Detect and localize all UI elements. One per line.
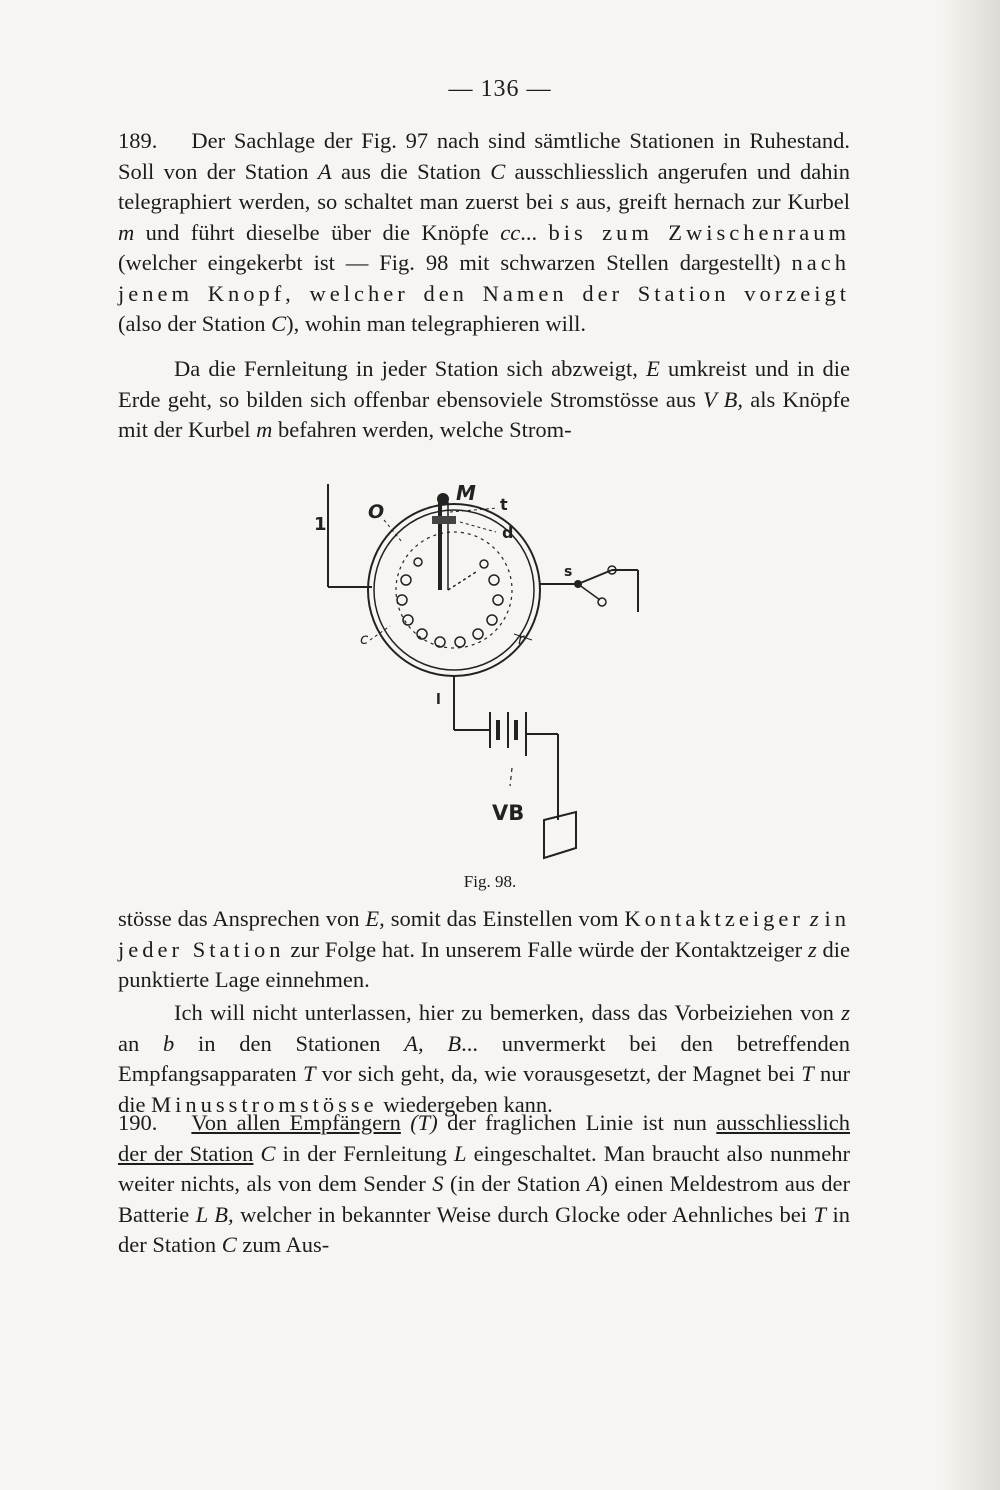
label-d: d: [502, 523, 514, 542]
variable: s: [560, 189, 569, 214]
spaced-emphasis: Minusstromstösse: [151, 1091, 378, 1117]
text: an: [118, 1030, 163, 1056]
text: in der Station: [118, 1201, 850, 1257]
variable: m: [118, 219, 135, 245]
section-number: 189.: [118, 128, 158, 153]
variable: T: [813, 1201, 827, 1227]
label-m: M: [456, 481, 476, 505]
variable: T: [801, 1061, 814, 1086]
text: (welcher eingekerbt ist — Fig. 98 mit schwarzen Stellen dargestellt): [118, 250, 792, 275]
text: vor sich geht, da, wie vorausgesetzt, der Magnet bei: [315, 1061, 802, 1086]
text: zum Aus-: [236, 1232, 330, 1257]
figure-caption: Fig. 98.: [463, 872, 517, 891]
variable: C: [221, 1232, 237, 1257]
text: ) einen Meldestrom aus der Batterie: [118, 1171, 850, 1227]
text: ausschliesslich angerufen und dahin telegraphiert werden, so schaltet man zuerst bei: [118, 158, 850, 214]
text: Da die Fernleitung in jeder Station sich abzweigt,: [174, 356, 647, 381]
variable: C: [260, 1140, 276, 1166]
text: umkreist und in die Erde geht, so bilden sich offenbar ebensoviele Stromstösse aus: [118, 356, 850, 412]
variable: S: [432, 1171, 444, 1196]
spaced-emphasis: bis zum Zwischenraum: [548, 219, 851, 245]
variable: m: [256, 417, 273, 442]
variable: E,: [365, 906, 385, 931]
text: in der Fernleitung: [275, 1140, 454, 1166]
figure-98: [300, 472, 680, 872]
paragraph-continuation: [118, 904, 850, 996]
variable: V B,: [703, 386, 744, 412]
label-vb: VB: [492, 801, 525, 825]
variable: L B,: [195, 1201, 234, 1227]
text: befahren werden, welche Strom-: [272, 417, 572, 442]
variable: A, B: [404, 1030, 462, 1056]
text: [401, 1110, 410, 1135]
variable: L: [453, 1140, 467, 1166]
text: stösse das Ansprechen von: [118, 906, 366, 931]
text: ...: [520, 219, 549, 245]
text: ), wohin man telegraphieren will.: [286, 311, 587, 336]
label-o: O: [368, 501, 385, 523]
variable: T: [302, 1061, 316, 1086]
variable: cc: [500, 219, 521, 245]
text: Der Sachlage der Fig. 97 nach sind sämtliche Stationen in Ruhestand. Soll von der Station: [118, 128, 850, 184]
spaced-emphasis: in jeder Station: [118, 906, 851, 962]
text: aus, greift hernach zur Kurbel: [568, 189, 850, 214]
text: ... unvermerkt bei den betreffenden Empfangsapparaten: [118, 1030, 850, 1086]
text: welcher in bekannter Weise durch Glocke oder Aehnliches bei: [233, 1201, 814, 1227]
text: wiedergeben kann.: [377, 1091, 553, 1117]
text: [253, 1141, 260, 1166]
text: in den Stationen: [174, 1030, 405, 1056]
text: aus die Station: [331, 158, 491, 184]
variable: z: [807, 936, 817, 962]
paragraph-bemerken: [118, 998, 850, 1120]
text: zur Folge hat. In unserem Falle würde der Kontaktzeiger: [284, 936, 808, 962]
text: Ich will nicht unterlassen, hier zu bemerken, dass das Vorbeiziehen von: [174, 1000, 842, 1025]
underlined-text: ausschliesslich der der Station: [118, 1110, 851, 1166]
text: als Knöpfe mit der Kurbel: [118, 386, 850, 442]
label-r: r: [518, 630, 525, 648]
variable: C: [490, 158, 506, 184]
section-number: 190.: [118, 1110, 158, 1135]
page-number: — 136 —: [448, 76, 552, 102]
page-shadow: [940, 0, 1000, 1490]
underlined-text: Von allen Empfängern: [191, 1110, 401, 1135]
text: die punktierte Lage einnehmen.: [118, 936, 850, 992]
variable: z: [841, 1000, 850, 1025]
label-s: s: [564, 564, 573, 580]
text: (in der Station: [443, 1171, 587, 1196]
text: der fraglichen Linie ist nun: [437, 1110, 717, 1135]
label-one: 1: [314, 514, 327, 535]
variable: E: [646, 356, 660, 381]
variable: b: [163, 1030, 175, 1056]
label-c: c: [360, 630, 369, 648]
text: eingeschaltet. Man braucht also nunmehr weiter nichts, als von dem Sender: [118, 1140, 850, 1196]
circuit-diagram: [300, 472, 680, 872]
spaced-emphasis: Kontaktzeiger: [624, 906, 804, 931]
text: und führt dieselbe über die Knöpfe: [134, 219, 501, 245]
label-t: t: [500, 495, 508, 514]
variable: (T): [410, 1110, 438, 1135]
paragraph-190: [118, 1108, 850, 1261]
text: somit das Einstellen vom: [384, 906, 625, 931]
paragraph-fernleitung: [118, 354, 850, 446]
paragraph-189: [118, 126, 850, 340]
text: (also der Station: [118, 311, 272, 336]
text: nur die: [118, 1061, 850, 1117]
spaced-emphasis: nach jenem Knopf, welcher den Namen der Station vorzeigt: [118, 250, 850, 306]
variable: A: [586, 1171, 601, 1196]
variable: C: [271, 311, 287, 336]
variable: A: [317, 158, 332, 184]
variable: z: [809, 906, 819, 931]
label-l: l: [436, 692, 441, 708]
